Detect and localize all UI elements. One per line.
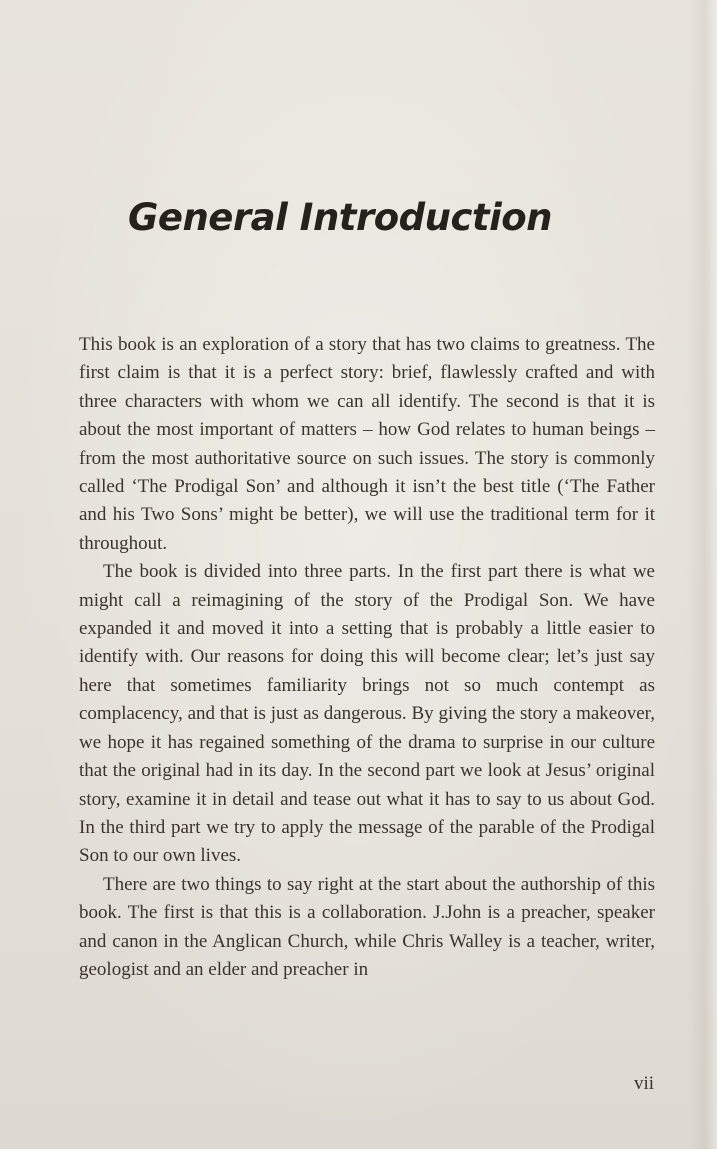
paragraph-2: The book is divided into three parts. In the first part there is what we might call a reimagining of the story of the Prodigal Son. We have expanded it and moved it into a setting that is probably a little easier to identify with. Our reasons for doing this will become clear; let’s just say here that sometimes familiarity brings not so much contempt as complacency, and that is just as dangerous. By giving the story a makeover, we hope it has regained something of the drama to surprise in our culture that the original had in its day. In the second part we look at Jesus’ original story, examine it in detail and tease out what it has to say to us about God. In the third part we try to apply the message of the parable of the Prodigal Son to our own lives.	[79, 561, 655, 867]
paragraph-1: This book is an exploration of a story that has two claims to greatness. The first claim is that it is a perfect story: brief, flawlessly crafted and with three characters with whom we can all identify. The second is that it is about the most important of matters – how God relates to human beings – from the most authoritative source on such issues. The story is commonly called ‘The Prodigal Son’ and although it isn’t the best title (‘The Father and his Two Sons’ might be better), we will use the traditional term for it throughout.	[79, 334, 655, 554]
body-text	[79, 331, 655, 984]
page-edge-shadow	[687, 0, 717, 1149]
chapter-title: General Introduction	[128, 196, 553, 239]
paragraph-3: There are two things to say right at the start about the authorship of this book. The first is that this is a collaboration. J.John is a preacher, speaker and canon in the Anglican Church, while Chris Walley is a teacher, writer, geologist and an elder and preacher in	[79, 873, 655, 980]
page-number: vii	[633, 1073, 654, 1094]
